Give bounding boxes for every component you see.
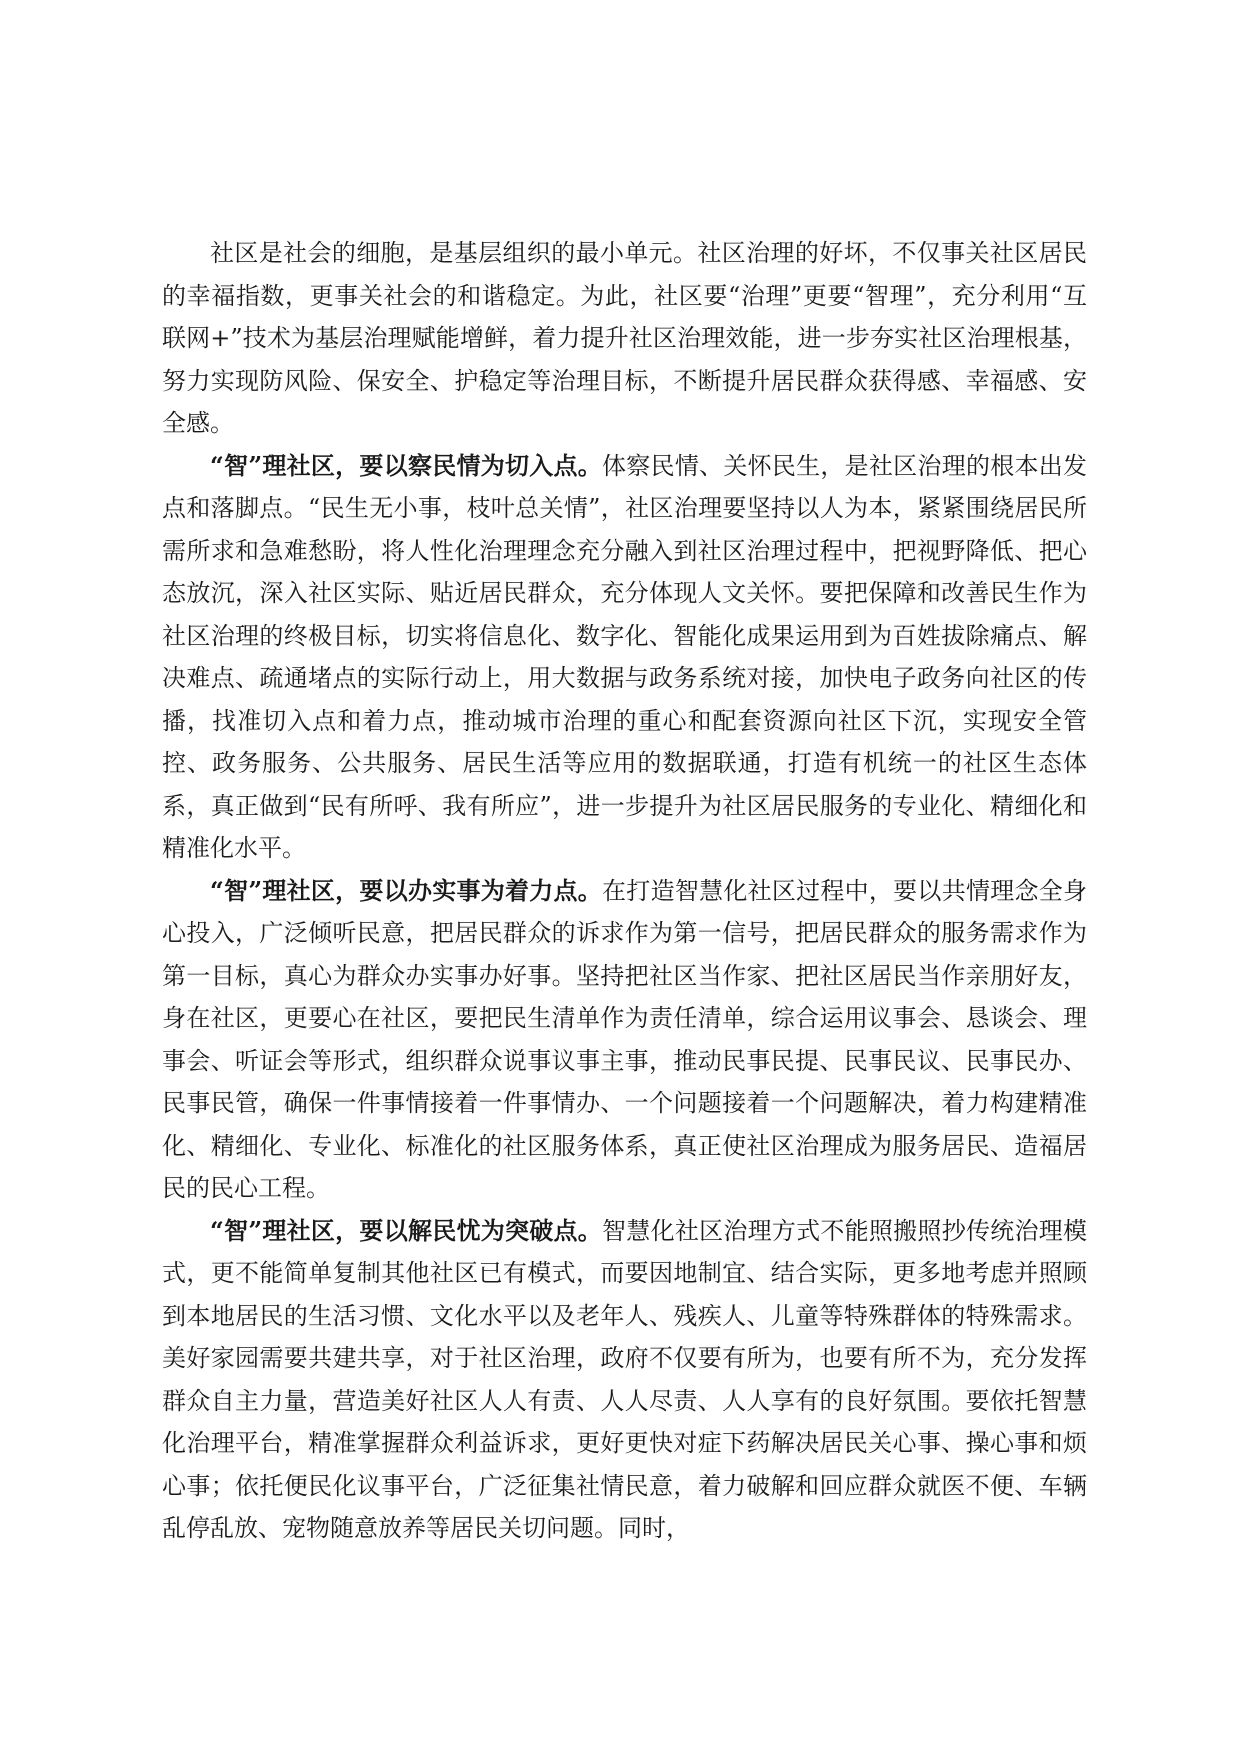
section-paragraph-2 [162, 870, 1087, 1210]
section-heading-2: “智”理社区，要以办实事为着力点。 [210, 875, 603, 905]
section-heading-3: “智”理社区，要以解民忧为突破点。 [210, 1215, 603, 1245]
section-body-2: 在打造智慧化社区过程中，要以共情理念全身心投入，广泛倾听民意，把居民群众的诉求作为第一信号，把居民群众的服务需求作为第一目标，真心为群众办实事办好事。坚持把社区当作家、把社区居民当作亲朋好友，身在社区，更要心在社区，要把民生清单作为责任清单，综合运用议事会、恳谈会、理事会、听证会等形式，组织群众说事议事主事，推动民事民提、民事民议、民事民办、民事民管，确保一件事情接着一件事情办、一个问题接着一个问题解决，着力构建精准化、精细化、专业化、标准化的社区服务体系，真正使社区治理成为服务居民、造福居民的民心工程。 [162, 876, 1088, 1202]
section-heading-1: “智”理社区，要以察民情为切入点。 [210, 450, 603, 480]
section-paragraph-3 [162, 1210, 1087, 1550]
document-page [162, 232, 1087, 1550]
section-paragraph-1 [162, 445, 1087, 870]
section-body-1: 体察民情、关怀民生，是社区治理的根本出发点和落脚点。“民生无小事，枝叶总关情”，社区治理要坚持以人为本，紧紧围绕居民所需所求和急难愁盼，将人性化治理理念充分融入到社区治理过程中，把视野降低、把心态放沉，深入社区实际、贴近居民群众，充分体现人文关怀。要把保障和改善民生作为社区治理的终极目标，切实将信息化、数字化、智能化成果运用到为百姓拔除痛点、解决难点、疏通堵点的实际行动上，用大数据与政务系统对接，加快电子政务向社区的传播，找准切入点和着力点，推动城市治理的重心和配套资源向社区下沉，实现安全管控、政务服务、公共服务、居民生活等应用的数据联通，打造有机统一的社区生态体系，真正做到“民有所呼、我有所应”，进一步提升为社区居民服务的专业化、精细化和精准化水平。 [162, 451, 1088, 862]
section-body-3: 智慧化社区治理方式不能照搬照抄传统治理模式，更不能简单复制其他社区已有模式，而要因地制宜、结合实际，更多地考虑并照顾到本地居民的生活习惯、文化水平以及老年人、残疾人、儿童等特殊群体的特殊需求。美好家园需要共建共享，对于社区治理，政府不仅要有所为，也要有所不为，充分发挥群众自主力量，营造美好社区人人有责、人人尽责、人人享有的良好氛围。要依托智慧化治理平台，精准掌握群众利益诉求，更好更快对症下药解决居民关心事、操心事和烦心事；依托便民化议事平台，广泛征集社情民意，着力破解和回应群众就医不便、车辆乱停乱放、宠物随意放养等居民关切问题。同时， [162, 1216, 1088, 1542]
intro-paragraph: 社区是社会的细胞，是基层组织的最小单元。社区治理的好坏，不仅事关社区居民的幸福指数，更事关社会的和谐稳定。为此，社区要“治理”更要“智理”，充分利用“互联网+”技术为基层治理赋能增鲜，着力提升社区治理效能，进一步夯实社区治理根基，努力实现防风险、保安全、护稳定等治理目标，不断提升居民群众获得感、幸福感、安全感。 [162, 239, 1087, 437]
